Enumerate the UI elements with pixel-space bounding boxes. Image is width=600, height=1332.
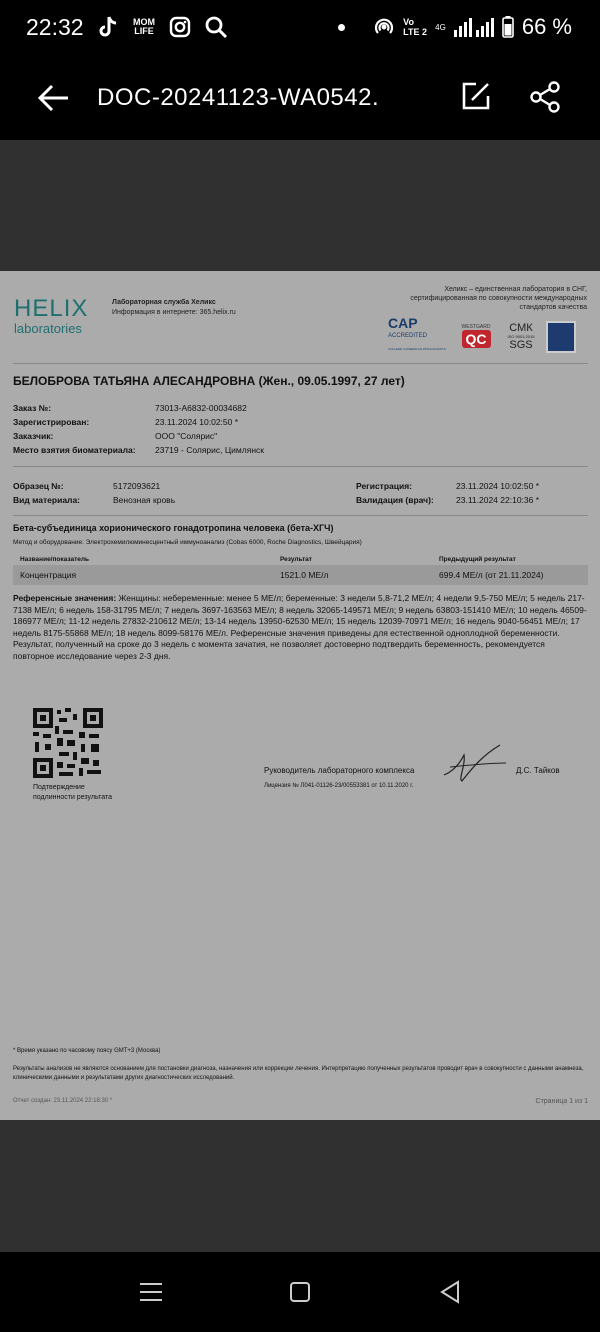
status-right [338, 14, 572, 40]
material-value: Венозная кровь [113, 495, 176, 505]
divider [13, 515, 588, 516]
sample-value: 5172093621 [113, 481, 161, 491]
certification-text: Хеликс – единственная лаборатория в СНГ, сертифицированная по совокупности международных стандартов качества [410, 286, 587, 311]
sample-info [13, 479, 175, 507]
divider [13, 363, 588, 364]
validation-value: 23.11.2024 22:10:36 * [456, 495, 540, 505]
disclaimer: Результаты анализов не являются основанием для постановки диагноза, назначения или коррекции лечения. Интерпретацию полученных результатов проводит врач в совокупности с данными анамнеза, клиническими данными и результатами других диагностических исследований. [13, 1066, 584, 1081]
document-title: DOC-20241123-WA0542. [97, 84, 380, 111]
timezone-note: * Время указано по часовому поясу GMT+3 (Москва) [13, 1048, 161, 1054]
cap-sub: ACCREDITED [388, 333, 428, 339]
certificate-badge-icon [546, 321, 576, 353]
back-arrow-icon[interactable] [36, 80, 72, 116]
home-icon[interactable] [290, 1282, 310, 1302]
patient-name: БЕЛОБРОВА ТАТЬЯНА АЛЕСАНДРОВНА (Жен., 09.05.1997, 27 лет) [13, 374, 405, 388]
tiktok-icon [95, 14, 121, 40]
registered-label: Зарегистрирован: [13, 417, 90, 427]
row-name: Концентрация [20, 570, 77, 580]
customer-value: ООО "Солярис" [155, 431, 218, 441]
report-created: Отчет создан: 23.11.2024 22:18:30 * [13, 1098, 113, 1104]
cap-logo [388, 317, 448, 356]
signature-name: Д.С. Тайков [516, 766, 560, 775]
document-viewer[interactable] [0, 140, 600, 1252]
battery-icon [502, 16, 514, 38]
divider [13, 466, 588, 467]
logo-sub: laboratories [14, 321, 82, 336]
reference-label: Референсные значения: [13, 593, 117, 603]
reference-values [13, 593, 588, 662]
qr-code-icon[interactable] [33, 708, 103, 778]
status-app-icons [95, 14, 229, 40]
app-bar [0, 56, 600, 140]
signal-icon [454, 17, 494, 37]
registered-value: 23.11.2024 10:02:50 * [155, 417, 239, 427]
place-value: 23719 - Солярис, Цимлянск [155, 445, 264, 455]
sgs-label: SGS [509, 339, 533, 351]
qr-caption-line1: Подтверждение [33, 784, 85, 791]
page-number: Страница 1 из 1 [535, 1098, 588, 1105]
column-header-result: Результат [280, 556, 312, 563]
cap-label: CAP [388, 315, 418, 331]
sample-label: Образец №: [13, 481, 64, 491]
reference-text: Женщины: небеременные: менее 5 МЕ/л; беременные: 3 недели 5,8-71,2 МЕ/л; 4 недели 9,5-750 МЕ/л; 5 недель 217-7138 МЕ/л; 6 недель 158-31795 МЕ/л; 7 недель 3697-163563 МЕ/л; 8 недель 32065-149571 МЕ/л; 9 недель 63803-151410 МЕ/л; 10 недель 46509-186977 МЕ/л; 11-12 недель 27832-210612 МЕ/л; 13-14 недель 13950-62530 МЕ/л; 15 недель 12039-70971 МЕ/л; 16 недель 9040-56451 МЕ/л; 17 недель 8175-55868 МЕ/л; 18 недель 8099-58176 МЕ/л. Референсные значения приведены для естественной одноплодной беременности. Результат, полученный на сроке до 3 недель с момента зачатия, не позволяет достоверно подтвердить беременность, рекомендуется повторное исследование через 2-3 дня. [13, 593, 587, 661]
edit-icon[interactable] [460, 80, 492, 112]
license-number: Лицензия № Л041-01126-23/00553381 от 10.11.2020 г. [264, 783, 414, 789]
notification-dot-icon [338, 24, 345, 31]
lab-info [112, 298, 236, 318]
status-bar [0, 0, 600, 56]
row-result: 1521.0 МЕ/л [280, 570, 329, 580]
westgard-label: WESTGARD [461, 324, 491, 330]
lab-website: Информация в интернете: 365.helix.ru [112, 309, 236, 316]
hotspot-icon [373, 16, 395, 38]
qc-label: QC [462, 330, 491, 348]
status-time: 22:32 [26, 14, 84, 40]
logo-name: HELIX [14, 295, 89, 322]
column-header-name: Название/показатель [20, 556, 90, 563]
lab-name: Лабораторная служба Хеликс [112, 299, 216, 306]
nav-back-icon[interactable] [438, 1280, 462, 1304]
battery-percent: 66 % [521, 14, 572, 39]
qr-caption-line2: подлинности результата [33, 794, 112, 801]
order-label: Заказ №: [13, 403, 52, 413]
helix-logo [14, 297, 88, 336]
order-value: 73013-A6832-00034682 [155, 403, 247, 413]
westgard-qc-logo [456, 324, 496, 349]
order-info [13, 401, 264, 457]
certification-logos [388, 317, 576, 356]
document-page[interactable] [0, 271, 600, 1120]
network-type: 4G [435, 22, 446, 32]
material-label: Вид материала: [13, 495, 81, 505]
search-icon [203, 14, 229, 40]
volte-indicator: Vo LTE 2 [403, 17, 428, 37]
test-title: Бета-субъединица хорионического гонадотропина человека (бета-ХГЧ) [13, 523, 334, 533]
row-previous: 699.4 МЕ/л (от 21.11.2024) [439, 570, 544, 580]
smk-label: СМК [509, 322, 533, 334]
registration-info [356, 479, 539, 507]
registration-label: Регистрация: [356, 481, 413, 491]
validation-label: Валидация (врач): [356, 495, 434, 505]
place-label: Место взятия биоматериала: [13, 445, 136, 455]
navigation-bar [0, 1252, 600, 1332]
instagram-icon [167, 14, 193, 40]
test-method: Метод и оборудование: Электрохемилюминесцентный иммуноанализ (Cobas 6000, Roche Diagnostics, Швейцария) [13, 539, 362, 546]
smk-sgs-logo [504, 322, 538, 351]
share-icon[interactable] [528, 80, 562, 114]
signature-role: Руководитель лабораторного комплекса [264, 766, 415, 775]
customer-label: Заказчик: [13, 431, 54, 441]
qr-caption [33, 783, 112, 803]
signature-image [440, 741, 510, 786]
cap-small: COLLEGE of AMERICAN PATHOLOGISTS [388, 347, 446, 351]
recent-apps-icon[interactable] [140, 1282, 162, 1302]
registration-value: 23.11.2024 10:02:50 * [456, 481, 540, 491]
momlife-icon: MOM LIFE [133, 17, 155, 36]
column-header-previous: Предыдущий результат [439, 556, 516, 563]
smk-small: ISO 9001:2015 [507, 334, 535, 339]
